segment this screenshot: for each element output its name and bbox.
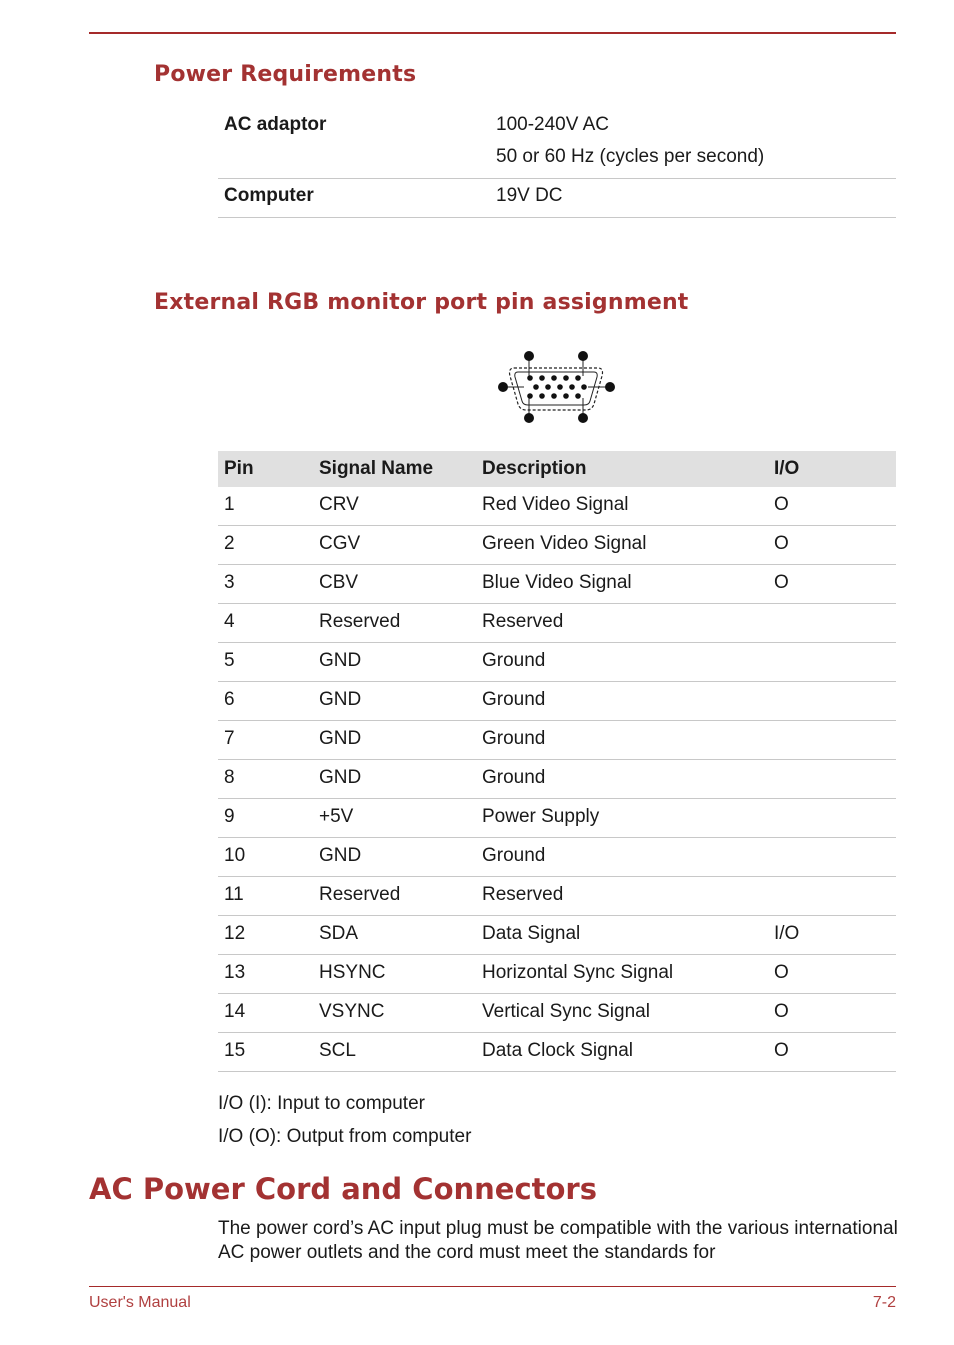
signal-description: Ground [482, 728, 546, 749]
pin-number: 8 [224, 767, 235, 788]
table-row [218, 682, 896, 721]
signal-name: HSYNC [319, 962, 386, 983]
signal-name: GND [319, 728, 362, 749]
column-header: Signal Name [319, 458, 434, 479]
table-row [218, 955, 896, 994]
io-direction: O [774, 962, 789, 983]
pin-number: 5 [224, 650, 235, 671]
power-requirements-heading: Power Requirements [154, 62, 417, 87]
table-row [218, 604, 896, 643]
io-direction: I/O [774, 923, 800, 944]
signal-description: Data Signal [482, 923, 581, 944]
pin-number: 3 [224, 572, 235, 593]
signal-description: Green Video Signal [482, 533, 647, 554]
ac-power-cord-heading: AC Power Cord and Connectors [89, 1172, 597, 1206]
signal-description: Reserved [482, 611, 564, 632]
pin-number: 1 [224, 494, 235, 515]
signal-name: VSYNC [319, 1001, 385, 1022]
pin-number: 4 [224, 611, 235, 632]
table-row [218, 916, 896, 955]
pin-assignment-table [218, 451, 896, 1072]
top-divider [89, 32, 896, 34]
row-value: 50 or 60 Hz (cycles per second) [496, 146, 765, 167]
table-row [218, 721, 896, 760]
io-direction: O [774, 494, 789, 515]
signal-name: CGV [319, 533, 361, 554]
io-direction: O [774, 1040, 789, 1061]
rgb-port-heading: External RGB monitor port pin assignment [154, 290, 689, 315]
table-row [218, 179, 896, 218]
pin-number: 13 [224, 962, 246, 983]
signal-description: Ground [482, 689, 546, 710]
io-note: I/O (O): Output from computer [218, 1126, 472, 1147]
signal-name: SCL [319, 1040, 356, 1061]
table-row [218, 760, 896, 799]
signal-name: GND [319, 650, 362, 671]
row-value: 100-240V AC [496, 114, 610, 135]
ac-power-paragraph: The power cord’s AC input plug must be compatible with the various international AC power outlets and the cord must meet the standards for [218, 1218, 898, 1263]
io-direction: O [774, 533, 789, 554]
table-header [218, 451, 896, 487]
bottom-divider [89, 1286, 896, 1287]
pin-number: 14 [224, 1001, 246, 1022]
table-row [218, 487, 896, 526]
signal-description: Vertical Sync Signal [482, 1001, 650, 1022]
pin-number: 2 [224, 533, 235, 554]
footer-manual-title: User's Manual [89, 1294, 191, 1311]
table-row [218, 110, 896, 179]
row-label: AC adaptor [224, 114, 327, 135]
table-row [218, 799, 896, 838]
row-value: 19V DC [496, 185, 563, 206]
pin-number: 15 [224, 1040, 246, 1061]
signal-description: Data Clock Signal [482, 1040, 634, 1061]
io-direction: O [774, 1001, 789, 1022]
io-direction: O [774, 572, 789, 593]
table-row [218, 565, 896, 604]
pin-number: 7 [224, 728, 235, 749]
signal-description: Ground [482, 767, 546, 788]
column-header: Pin [224, 458, 254, 479]
table-row [218, 1033, 896, 1072]
signal-name: CRV [319, 494, 359, 515]
signal-description: Ground [482, 845, 546, 866]
signal-description: Power Supply [482, 806, 600, 827]
footer-page-number: 7-2 [872, 1294, 896, 1311]
pin-number: 9 [224, 806, 235, 827]
signal-description: Blue Video Signal [482, 572, 632, 593]
signal-name: GND [319, 689, 362, 710]
pin-number: 12 [224, 923, 246, 944]
vga-connector-icon [490, 348, 620, 428]
signal-description: Horizontal Sync Signal [482, 962, 674, 983]
signal-name: GND [319, 767, 362, 788]
signal-description: Ground [482, 650, 546, 671]
signal-name: SDA [319, 923, 359, 944]
pin-number: 10 [224, 845, 246, 866]
row-label: Computer [224, 185, 314, 206]
column-header: I/O [774, 458, 800, 479]
table-row [218, 526, 896, 565]
signal-description: Red Video Signal [482, 494, 629, 515]
table-row [218, 994, 896, 1033]
signal-name: Reserved [319, 611, 401, 632]
pin-number: 11 [224, 884, 244, 905]
power-requirements-table [218, 110, 896, 218]
pin-number: 6 [224, 689, 235, 710]
signal-name: +5V [319, 806, 354, 827]
io-note: I/O (I): Input to computer [218, 1093, 425, 1114]
signal-description: Reserved [482, 884, 564, 905]
table-row [218, 643, 896, 682]
signal-name: CBV [319, 572, 359, 593]
signal-name: GND [319, 845, 362, 866]
table-row [218, 877, 896, 916]
column-header: Description [482, 458, 587, 479]
table-row [218, 838, 896, 877]
signal-name: Reserved [319, 884, 401, 905]
